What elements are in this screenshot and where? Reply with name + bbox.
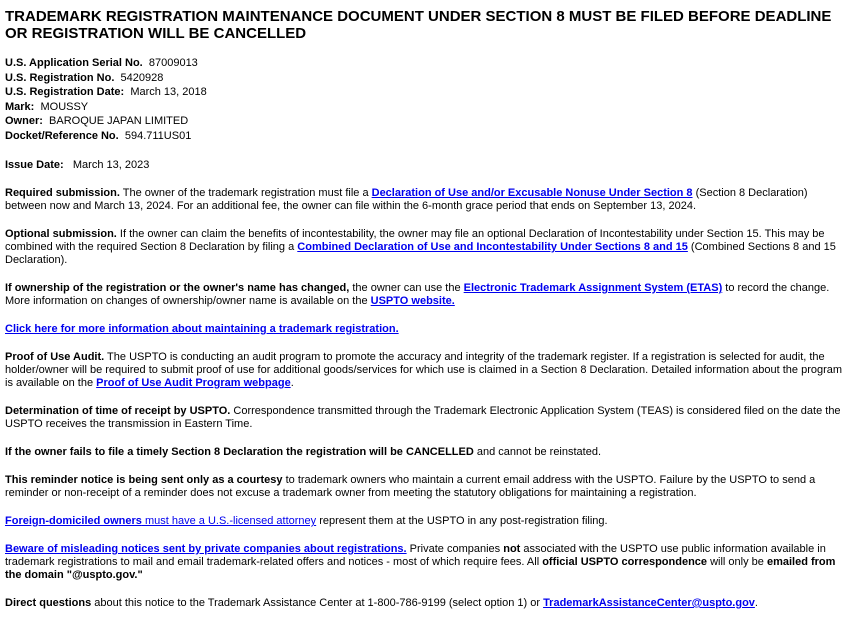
etas-link[interactable]: Electronic Trademark Assignment System (ETAS): [463, 282, 723, 294]
audit-program-link[interactable]: Proof of Use Audit Program webpage: [96, 377, 291, 389]
licensed-attorney-link[interactable]: must have a U.S.-licensed attorney: [141, 515, 317, 527]
foreign-owners: Foreign-domiciled owners must have a U.S.-licensed attorney represent them at the USPTO in any post-registration filing.: [5, 515, 608, 527]
issue-date: Issue Date: March 13, 2023: [5, 159, 150, 171]
meta-registration-no: U.S. Registration No. 5420928: [5, 71, 164, 84]
meta-docket: Docket/Reference No. 594.711US01: [5, 129, 192, 142]
foreign-owners-link[interactable]: Foreign-domiciled owners: [5, 515, 142, 527]
maintaining-registration-link[interactable]: Click here for more information about maintaining a trademark registration.: [5, 323, 399, 335]
meta-owner: Owner: BAROQUE JAPAN LIMITED: [5, 115, 189, 127]
uspto-website-link[interactable]: USPTO website.: [370, 295, 455, 307]
misleading-notices-link[interactable]: Beware of misleading notices sent by private companies about registrations.: [5, 543, 407, 555]
page-title: TRADEMARK REGISTRATION MAINTENANCE DOCUMENT UNDER SECTION 8 MUST BE FILED BEFORE DEADLINE OR REGISTRATION WILL BE CANCELLED: [5, 8, 832, 42]
optional-submission: Optional submission. If the owner can claim the benefits of incontestability, the owner may file an optional Declaration of Incontestability under Section 15. This may be combined with the required Section 8 Declaration by filing a Combined Declaration of Use and Incontestability Under Sections 8 and 15 (Combined Sections 8 and 15 Declaration).: [5, 228, 836, 266]
more-info: [5, 323, 844, 336]
cancellation-warning: If the owner fails to file a timely Section 8 Declaration the registration will be CANCELLED and cannot be reinstated.: [5, 446, 602, 458]
section8-declaration-link[interactable]: Declaration of Use and/or Excusable Nonuse Under Section 8: [371, 187, 693, 199]
combined-declaration-link[interactable]: Combined Declaration of Use and Incontestability Under Sections 8 and 15: [297, 241, 688, 253]
proof-of-use-audit: Proof of Use Audit. The USPTO is conducting an audit program to promote the accuracy and integrity of the trademark register. If a registration is selected for audit, the holder/owner will be required to submit proof of use for additional goods/services for which use is claimed in a Section 8 Declaration. Detailed information about the program is available on the Proof of Use Audit Program webpage.: [5, 351, 843, 389]
time-of-receipt: Determination of time of receipt by USPTO. Correspondence transmitted through the Trademark Electronic Application System (TEAS) is considered filed on the date the USPTO receives the transmission in Eastern Time.: [5, 405, 841, 430]
direct-questions: Direct questions about this notice to the Trademark Assistance Center at 1-800-786-9199 (select option 1) or TrademarkAssistanceCenter@uspto.gov.: [5, 597, 758, 609]
courtesy-notice: This reminder notice is being sent only as a courtesy to trademark owners who maintain a current email address with the USPTO. Failure by the USPTO to send a reminder or non-receipt of a reminder does not excuse a trademark owner from meeting the statutory obligations for maintaining a registration.: [5, 474, 816, 499]
required-submission: Required submission. The owner of the trademark registration must file a Declaration of Use and/or Excusable Nonuse Under Section 8 (Section 8 Declaration) between now and March 13, 2024. For an additional fee, the owner can file within the 6-month grace period that ends on September 13, 2024.: [5, 187, 808, 212]
meta-mark: Mark: MOUSSY: [5, 100, 89, 113]
misleading-notices: Beware of misleading notices sent by private companies about registrations. Private companies not associated with the USPTO use public information available in trademark registrations to mail and email trademark-related offers and notices - most of which require fees. All official USPTO correspondence will only be emailed from the domain "@uspto.gov.": [5, 543, 836, 581]
assistance-email-link[interactable]: TrademarkAssistanceCenter@uspto.gov: [543, 597, 755, 609]
meta-serial: U.S. Application Serial No. 87009013: [5, 57, 198, 69]
meta-registration-date: U.S. Registration Date: March 13, 2018: [5, 86, 207, 98]
ownership-change: If ownership of the registration or the owner's name has changed, the owner can use the Electronic Trademark Assignment System (ETAS) to record the change. More information on changes of ownership/owner name is available on the USPTO website.: [5, 282, 830, 307]
registration-details: [5, 57, 844, 144]
